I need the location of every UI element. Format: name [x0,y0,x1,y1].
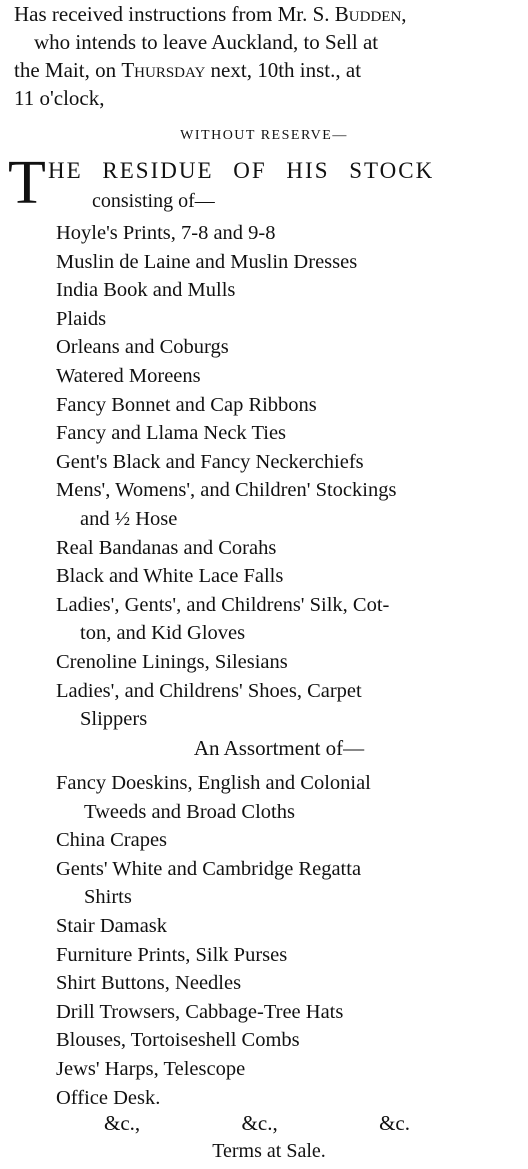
list-item: Gent's Black and Fancy Neckerchiefs [56,450,364,473]
list-item: Muslin de Laine and Muslin Dresses [56,250,358,273]
list-item-continuation: Shirts [84,886,132,909]
list-item: Hoyle's Prints, 7-8 and 9-8 [56,222,276,244]
list-item: Drill Trowsers, Cabbage-Tree Hats [56,1000,344,1023]
list-item: Office Desk. [56,1086,161,1109]
list-item-continuation: ton, and Kid Gloves [80,622,246,645]
list-item: Fancy Doeskins, English and Colonial [56,772,371,794]
list-item-continuation: Slippers [80,708,148,731]
list-item: Crenoline Linings, Silesians [56,650,288,673]
drop-cap: T [8,149,46,217]
intro-paragraph [14,0,524,112]
list-item: Fancy and Llama Neck Ties [56,422,287,445]
list-item-continuation: and ½ Hose [80,507,178,530]
stock-list [56,219,524,734]
intro-line: who intends to leave Auckland, to Sell at [34,30,379,54]
list-item: Jews' Harps, Telescope [56,1057,246,1080]
list-item: India Book and Mulls [56,279,236,302]
terms-line: Terms at Sale. [212,1140,326,1162]
list-item: Watered Moreens [56,364,201,387]
etc-mark: &c. [379,1111,410,1135]
list-item: Orleans and Coburgs [56,336,229,359]
list-item: Black and White Lace Falls [56,565,284,588]
list-item: Mens', Womens', and Children' Stockings [56,479,397,502]
consisting-of: consisting of— [92,190,215,212]
list-item: Gents' White and Cambridge Regatta [56,857,362,880]
intro-text: the Mait, on [14,58,122,82]
etc-mark: &c., [241,1111,278,1135]
assortment-heading: An Assortment of— [193,736,365,760]
list-item: Stair Damask [56,914,168,937]
intro-line [14,56,524,84]
list-item: China Crapes [56,829,168,852]
list-item: Shirt Buttons, Needles [56,972,242,995]
intro-text: Has received instructions from Mr. S. [14,2,335,26]
list-item: Ladies', and Childrens' Shoes, Carpet [56,679,362,702]
list-item: Ladies', Gents', and Childrens' Silk, Cot- [56,593,390,616]
sale-day: Thursday [121,58,206,82]
etc-line [104,1111,410,1136]
without-reserve: WITHOUT RESERVE— [180,128,348,143]
intro-line: 11 o'clock, [14,86,105,110]
list-item-continuation: Tweeds and Broad Cloths [84,800,295,823]
list-item: Blouses, Tortoiseshell Combs [56,1029,300,1052]
assortment-list [56,769,520,1112]
stock-heading: HE RESIDUE OF HIS STOCK [48,158,435,183]
list-item: Furniture Prints, Silk Purses [56,943,288,966]
intro-line [14,0,524,28]
list-item: Real Bandanas and Corahs [56,536,277,559]
intro-text: next, 10th inst., at [205,58,362,82]
etc-mark: &c., [104,1111,141,1135]
list-item: Plaids [56,307,107,330]
auctioneer-name: Budden, [334,2,407,26]
list-item: Fancy Bonnet and Cap Ribbons [56,393,317,416]
